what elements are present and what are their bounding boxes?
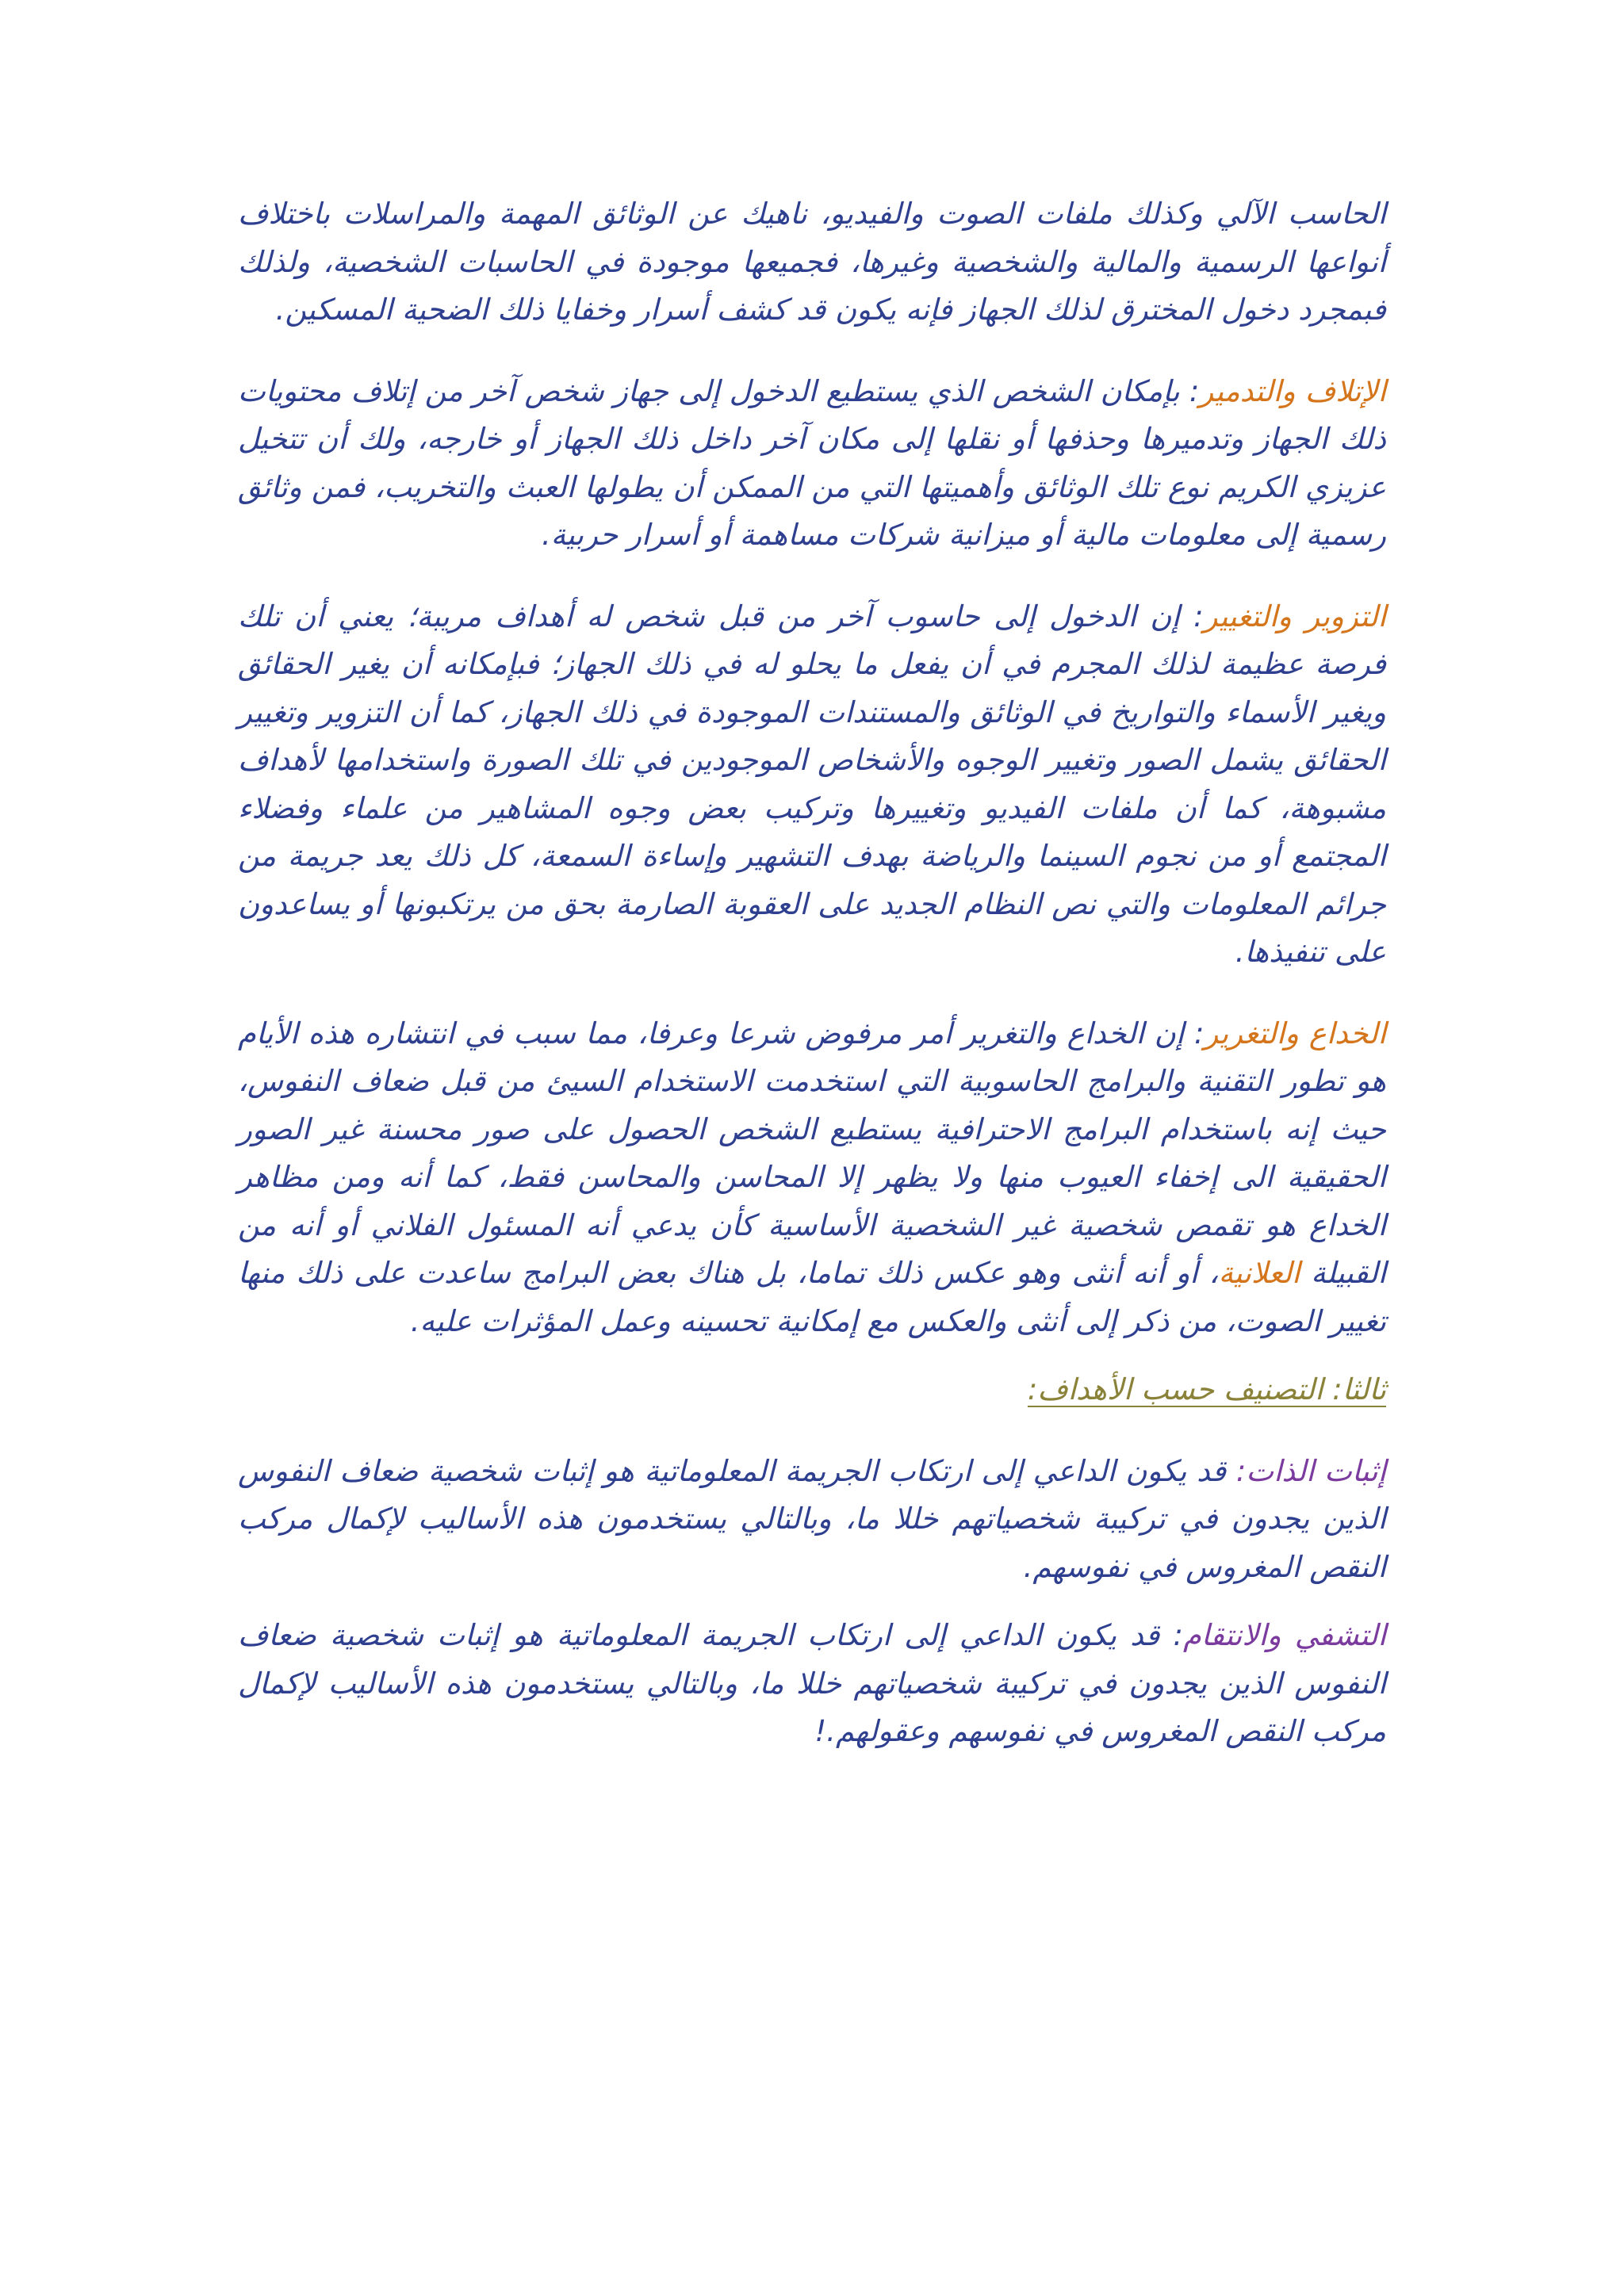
paragraph-destruction <box>238 368 1386 560</box>
paragraph-text: الحاسب الآلي وكذلك ملفات الصوت والفيديو، ناهيك عن الوثائق المهمة والمراسلات باختلاف أنواعها الرسمية والمالية والشخصية وغيرها، فجميعها موجودة في الحاسبات الشخصية، ولذلك فبمجرد دخول المخترق لذلك الجهاز فإنه يكون قد كشف أسرار وخفايا ذلك الضحية المسكين. <box>238 197 1386 327</box>
term-forgery: التزوير والتغيير <box>1203 599 1386 633</box>
document-body <box>238 190 1386 1789</box>
paragraph-text: : قد يكون الداعي إلى ارتكاب الجريمة المعلوماتية هو إثبات شخصية ضعاف النفوس الذين يجدون في تركيبة شخصياتهم خللا ما، وبالتالي يستخدمون هذه الأساليب لإكمال مركب النقص المغروس في نفوسهم وعقولهم.! <box>238 1618 1386 1748</box>
paragraph-text: : إن الدخول إلى حاسوب آخر من قبل شخص له أهداف مريبة؛ يعني أن تلك فرصة عظيمة لذلك المجرم في أن يفعل ما يحلو له في ذلك الجهاز؛ فبإمكانه أن يغير الحقائق ويغير الأسماء والتواريخ في الوثائق والمستندات الموجودة في ذلك الجهاز، كما أن التزوير وتغيير الحقائق يشمل الصور وتغيير الوجوه والأشخاص الموجودين في تلك الصورة واستخدامها لأهداف مشبوهة، كما أن ملفات الفيديو وتغييرها وتركيب بعض وجوه المشاهير من علماء وفضلاء المجتمع أو من نجوم السينما والرياضة بهدف التشهير وإساءة السمعة، كل ذلك يعد جريمة من جرائم المعلومات والتي نص النظام الجديد على العقوبة الصارمة بحق من يرتكبونها أو يساعدون على تنفيذها. <box>238 599 1386 969</box>
highlight-word: العلانية <box>1218 1256 1300 1290</box>
section-heading: ثالثا: التصنيف حسب الأهداف: <box>1027 1372 1386 1406</box>
term-destruction: الإتلاف والتدمير <box>1199 373 1386 408</box>
paragraph-revenge <box>238 1612 1386 1756</box>
term-revenge: التشفي والانتقام <box>1182 1618 1386 1652</box>
paragraph-deception <box>238 1010 1386 1346</box>
paragraph-self-proof <box>238 1448 1386 1592</box>
paragraph-text: : إن الخداع والتغرير أمر مرفوض شرعا وعرفا، مما سبب في انتشاره هذه الأيام هو تطور التقنية والبرامج الحاسوبية التي استخدمت الاستخدام السيئ من قبل ضعاف النفوس، حيث إنه باستخدام البرامج الاحترافية يستطيع الشخص الحصول على صور محسنة غير الصور الحقيقية الى إخفاء العيوب منها ولا يظهر إلا المحاسن والمحاسن فقط، كما أنه ومن مظاهر الخداع هو تقمص شخصية غير الشخصية الأساسية كأن يدعي أنه المسئول الفلاني أو أنه من القبيلة <box>238 1016 1386 1290</box>
term-self-proof: إثبات الذات: <box>1235 1453 1386 1488</box>
paragraph-text: قد يكون الداعي إلى ارتكاب الجريمة المعلوماتية هو إثبات شخصية ضعاف النفوس الذين يجدون في تركيبة شخصياتهم خللا ما، وبالتالي يستخدمون هذه الأساليب لإكمال مركب النقص المغروس في نفوسهم. <box>238 1453 1386 1584</box>
term-deception: الخداع والتغرير <box>1204 1016 1386 1050</box>
paragraph-text: ، أو أنه أنثى وهو عكس ذلك تماما، بل هناك بعض البرامج ساعدت على ذلك منها تغيير الصوت، من ذكر إلى أنثى والعكس مع إمكانية تحسينه وعمل المؤثرات عليه. <box>238 1256 1386 1338</box>
paragraph-text: : بإمكان الشخص الذي يستطيع الدخول إلى جهاز شخص آخر من إتلاف محتويات ذلك الجهاز وتدميرها وحذفها أو نقلها إلى مكان آخر داخل ذلك الجهاز أو خارجه، ولك أن تتخيل عزيزي الكريم نوع تلك الوثائق وأهميتها التي من الممكن أن يطولها العبث والتخريب، فمن وثائق رسمية إلى معلومات مالية أو ميزانية شركات مساهمة أو أسرار حربية. <box>238 373 1386 552</box>
paragraph-intro <box>238 190 1386 335</box>
paragraph-forgery <box>238 593 1386 977</box>
